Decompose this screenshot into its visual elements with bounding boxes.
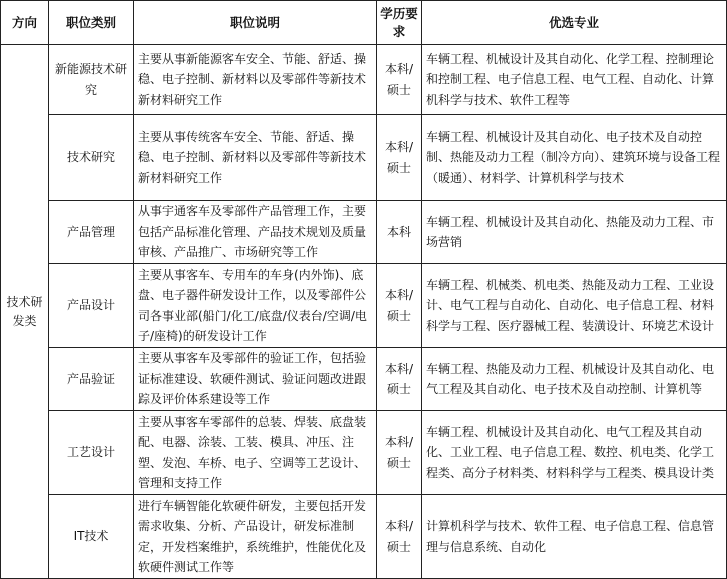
table-row (1, 115, 727, 201)
header-category: 职位类别 (49, 1, 134, 45)
description-cell: 从事宇通客车及零部件产品管理工作，主要包括产品标准化管理、产品技术规划及质量审核、产品推广、市场研究等工作 (134, 201, 377, 264)
category-cell: IT技术 (49, 495, 134, 579)
header-row (1, 1, 727, 45)
table-row (1, 495, 727, 579)
description-cell: 主要从事新能源客车安全、节能、舒适、操稳、电子控制、新材料以及零部件等新技术新材料研究工作 (134, 45, 377, 115)
education-cell: 本科/硕士 (377, 115, 422, 201)
header-majors: 优选专业 (422, 1, 727, 45)
category-cell: 工艺设计 (49, 411, 134, 495)
education-cell: 本科 (377, 201, 422, 264)
education-cell: 本科/硕士 (377, 348, 422, 411)
education-cell: 本科/硕士 (377, 495, 422, 579)
education-cell: 本科/硕士 (377, 411, 422, 495)
header-direction: 方向 (1, 1, 49, 45)
table-row (1, 264, 727, 348)
majors-cell: 计算机科学与技术、软件工程、电子信息工程、信息管理与信息系统、自动化 (422, 495, 727, 579)
header-education: 学历要求 (377, 1, 422, 45)
description-cell: 主要从事客车零部件的总装、焊装、底盘装配、电器、涂装、工装、模具、冲压、注塑、发泡、车桥、电子、空调等工艺设计、管理和支持工作 (134, 411, 377, 495)
table-row (1, 201, 727, 264)
description-cell: 主要从事客车及零部件的验证工作，包括验证标准建设、软硬件测试、验证问题改进跟踪及评价体系建设等工作 (134, 348, 377, 411)
education-cell: 本科/硕士 (377, 45, 422, 115)
majors-cell: 车辆工程、机械设计及其自动化、化学工程、控制理论和控制工程、电子信息工程、电气工程、自动化、计算机科学与技术、软件工程等 (422, 45, 727, 115)
majors-cell: 车辆工程、热能及动力工程、机械设计及其自动化、电气工程及其自动化、电子技术及自动控制、计算机等 (422, 348, 727, 411)
majors-cell: 车辆工程、机械类、机电类、热能及动力工程、工业设计、电气工程与自动化、自动化、电子信息工程、材料科学与工程、医疗器械工程、装潢设计、环境艺术设计 (422, 264, 727, 348)
description-cell: 主要从事传统客车安全、节能、舒适、操稳、电子控制、新材料以及零部件等新技术新材料研究工作 (134, 115, 377, 201)
category-cell: 新能源技术研究 (49, 45, 134, 115)
table-row (1, 411, 727, 495)
majors-cell: 车辆工程、机械设计及其自动化、电气工程及其自动化、工业工程、电子信息工程、数控、机电类、化学工程类、高分子材料类、材料科学与工程类、模具设计类 (422, 411, 727, 495)
direction-cell: 技术研发类 (1, 45, 49, 579)
majors-cell: 车辆工程、机械设计及其自动化、热能及动力工程、市场营销 (422, 201, 727, 264)
description-cell: 主要从事客车、专用车的车身(内外饰)、底盘、电子器件研发设计工作，以及零部件公司各事业部(船门/化工/底盘/仪表台/空调/电子/座椅)的研发设计工作 (134, 264, 377, 348)
description-cell: 进行车辆智能化软硬件研发，主要包括开发需求收集、分析、产品设计，研发标准制定，开发档案维护，系统维护，性能优化及软硬件测试工作等 (134, 495, 377, 579)
category-cell: 产品验证 (49, 348, 134, 411)
category-cell: 产品管理 (49, 201, 134, 264)
education-cell: 本科/硕士 (377, 264, 422, 348)
category-cell: 产品设计 (49, 264, 134, 348)
majors-cell: 车辆工程、机械设计及其自动化、电子技术及自动控制、热能及动力工程（制冷方向）、建筑环境与设备工程（暖通）、材料学、计算机科学与技术 (422, 115, 727, 201)
header-description: 职位说明 (134, 1, 377, 45)
table-row (1, 348, 727, 411)
table-row (1, 45, 727, 115)
category-cell: 技术研究 (49, 115, 134, 201)
